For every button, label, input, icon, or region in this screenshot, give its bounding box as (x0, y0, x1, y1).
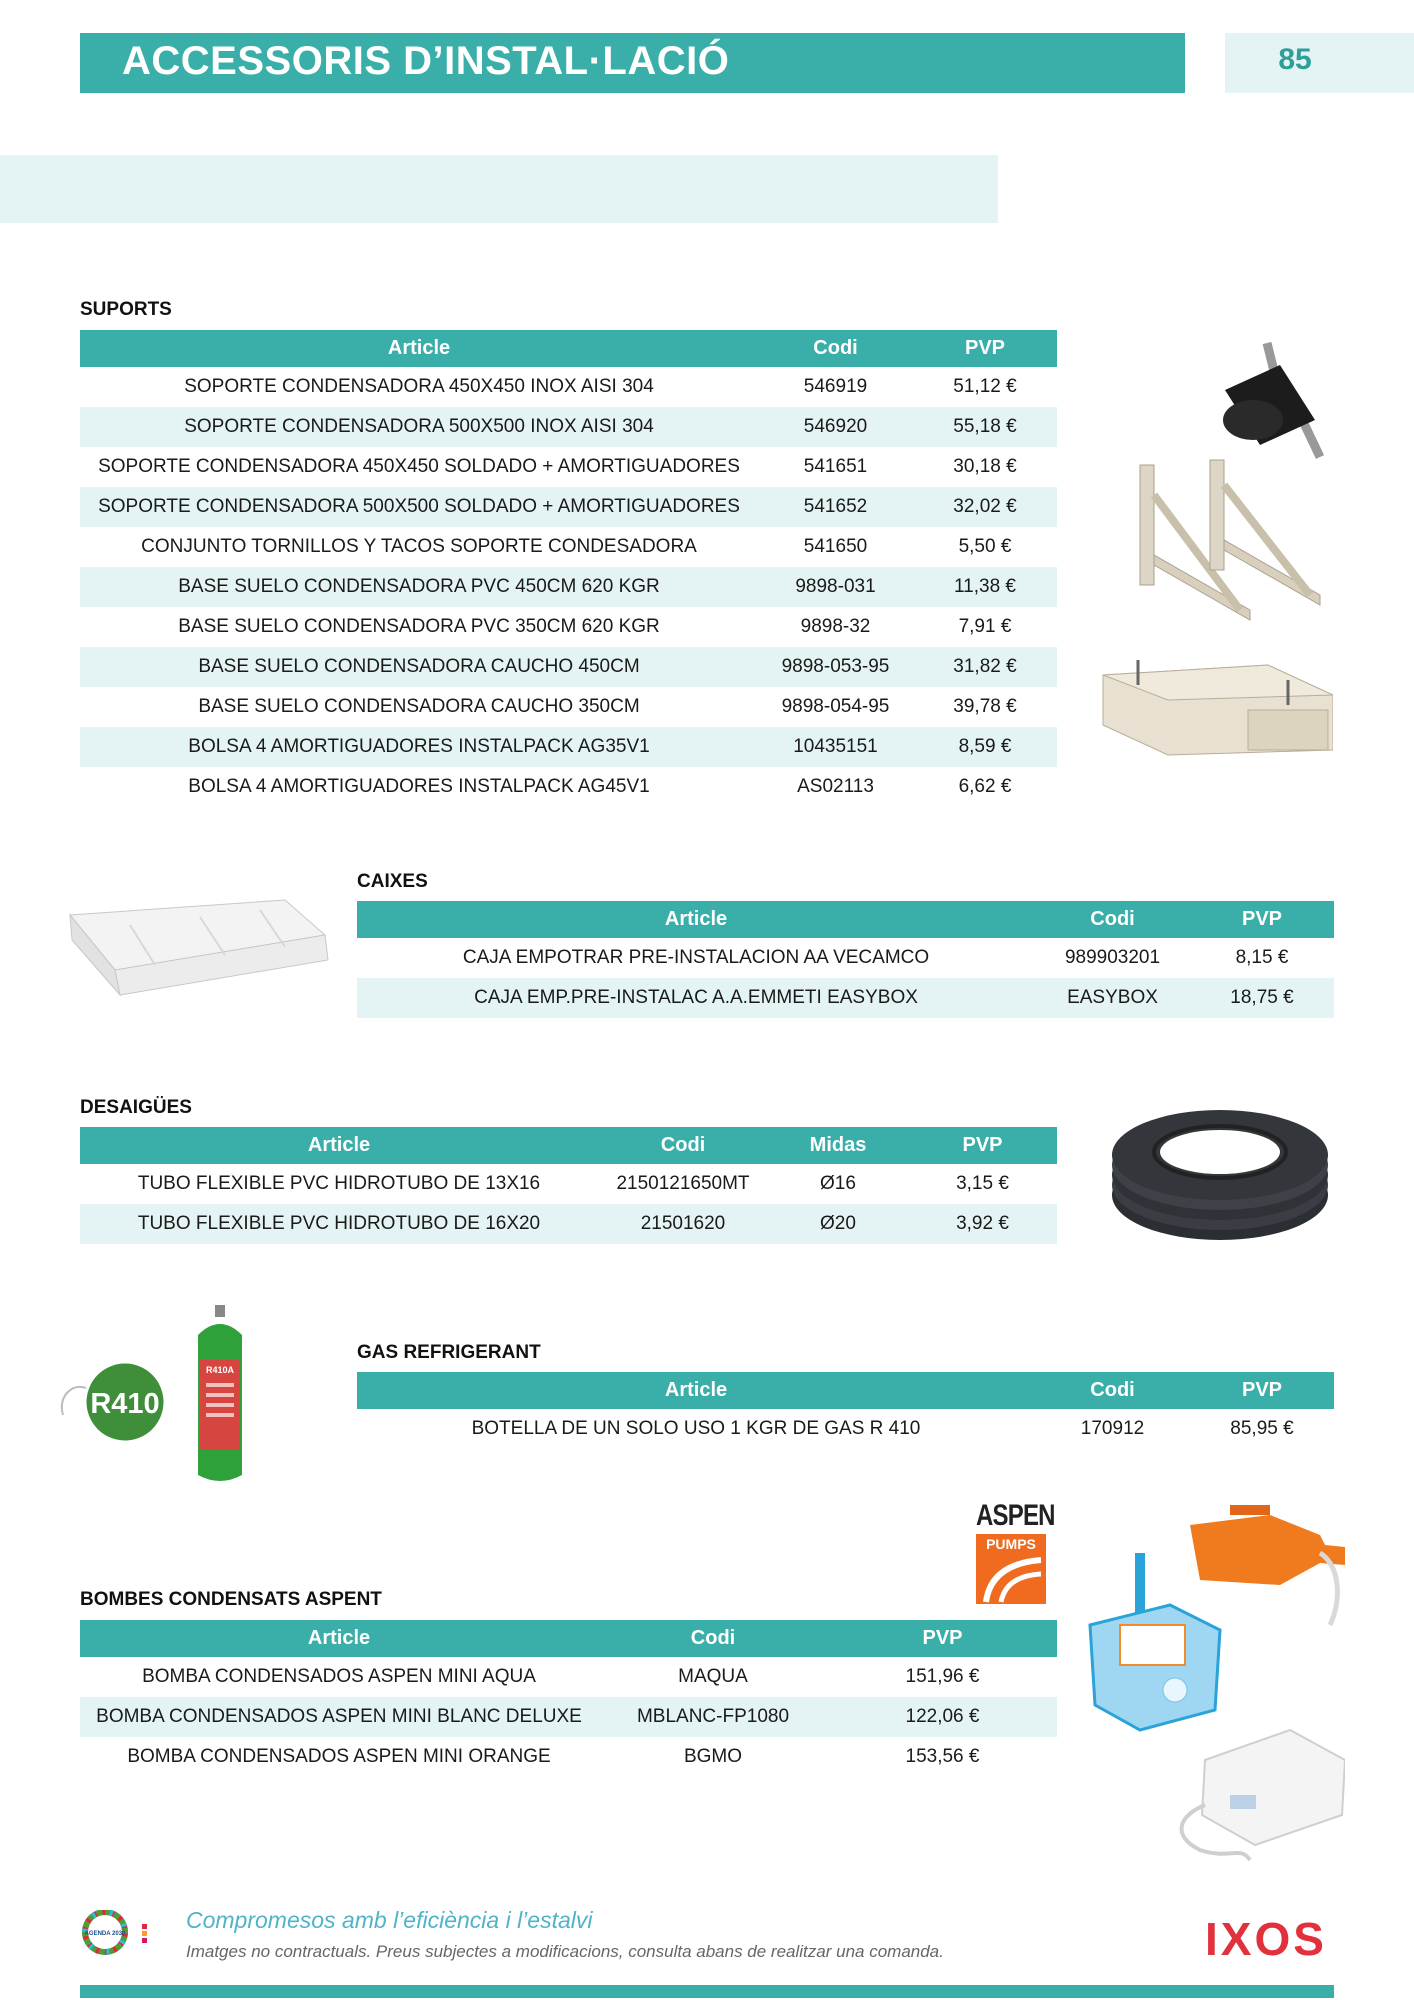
drain-hose-image (1105, 1100, 1335, 1245)
cell-code: 170912 (1080, 1418, 1145, 1439)
cell-price: 7,91 € (958, 616, 1012, 637)
cell-code: 541650 (803, 536, 868, 557)
aspen-pumps-logo (976, 1500, 1061, 1612)
table-row (80, 687, 1057, 727)
table-row (80, 1204, 1057, 1244)
cell-price: 31,82 € (913, 647, 1057, 687)
ixos-logo: IXOS (1205, 1913, 1327, 1965)
cell-article: BOMBA CONDENSADOS ASPEN MINI ORANGE (127, 1746, 551, 1767)
table-row (80, 527, 1057, 567)
col-header: Codi (598, 1127, 768, 1164)
cell-article: TUBO FLEXIBLE PVC HIDROTUBO DE 16X20 (80, 1204, 598, 1244)
gas-bottle-label: R410A (205, 1365, 235, 1375)
footer-slogan: Compromesos amb l’eficiència i l’estalvi (186, 1907, 593, 1933)
table-row (80, 447, 1057, 487)
cell-article: BOMBA CONDENSADOS ASPEN MINI AQUA (142, 1666, 536, 1687)
cell-price: 55,18 € (913, 407, 1057, 447)
table-row (80, 607, 1057, 647)
cell-article: BASE SUELO CONDENSADORA PVC 350CM 620 KGR (178, 616, 660, 637)
col-header: Codi (1035, 901, 1190, 938)
cell-code: 21501620 (598, 1204, 768, 1244)
cell-code: 541652 (758, 487, 913, 527)
table-row (80, 647, 1057, 687)
cell-price: 18,75 € (1190, 978, 1334, 1018)
aspen-brand-bottom: PUMPS (976, 1534, 1046, 1554)
cell-price: 3,15 € (956, 1173, 1009, 1194)
cell-size: Ø20 (768, 1204, 908, 1244)
cell-price: 8,15 € (1235, 947, 1289, 968)
table-row (80, 487, 1057, 527)
cell-code: AS02113 (797, 776, 874, 797)
cell-price: 30,18 € (953, 456, 1017, 477)
table-desaigues (80, 1127, 1057, 1244)
cell-price: 151,96 € (905, 1666, 980, 1687)
footer-note: Imatges no contractuals. Preus subjectes a modificacions, consulta abans de realitzar una comanda. (186, 1942, 944, 1961)
cell-article: SOPORTE CONDENSADORA 500X500 SOLDADO + AMORTIGUADORES (80, 487, 758, 527)
aspen-brand-top: ASPEN (976, 1499, 1055, 1532)
col-header: PVP (1190, 901, 1334, 938)
col-header: Article (357, 1372, 1035, 1409)
section-title-gas: GAS REFRIGERANT (357, 1342, 541, 1363)
col-header: Codi (1035, 1372, 1190, 1409)
table-row (80, 1657, 1057, 1697)
page-title-bar (80, 33, 1185, 93)
table-gas (357, 1372, 1334, 1449)
table-caixes (357, 901, 1334, 1018)
table-row (80, 1737, 1057, 1777)
cell-article: BASE SUELO CONDENSADORA PVC 450CM 620 KGR (80, 567, 758, 607)
wall-bracket-image (1130, 455, 1330, 630)
table-row (357, 978, 1334, 1018)
cell-article: BOTELLA DE UN SOLO USO 1 KGR DE GAS R 410 (471, 1418, 921, 1439)
damper-foot-image (1205, 335, 1335, 465)
cell-article: TUBO FLEXIBLE PVC HIDROTUBO DE 13X16 (137, 1173, 541, 1194)
preinstall-box-image (60, 895, 330, 1000)
page-number: 85 (1278, 43, 1312, 76)
table-row (80, 727, 1057, 767)
r410-badge (55, 1360, 170, 1460)
cell-code: 546920 (758, 407, 913, 447)
decorative-band (0, 155, 998, 223)
section-title-suports: SUPORTS (80, 299, 172, 320)
cell-price: 153,56 € (905, 1746, 980, 1767)
cell-code: 9898-054-95 (781, 696, 890, 717)
bottom-rule (80, 1985, 1334, 1998)
agenda-2030-icon (80, 1910, 160, 1960)
floor-base-image (1098, 655, 1333, 760)
col-header: Article (80, 1620, 598, 1657)
col-header: PVP (908, 1127, 1057, 1164)
cell-code: BGMO (683, 1746, 743, 1767)
cell-code: 9898-031 (758, 567, 913, 607)
col-header: Article (80, 1127, 598, 1164)
cell-price: 39,78 € (953, 696, 1017, 717)
section-title-bombes: BOMBES CONDENSATS ASPENT (80, 1589, 382, 1610)
cell-code: MBLANC-FP1080 (598, 1697, 828, 1737)
condensate-pumps-image (1080, 1505, 1345, 1865)
table-row (80, 407, 1057, 447)
aspen-swirl-icon (976, 1554, 1046, 1604)
cell-article: BOLSA 4 AMORTIGUADORES INSTALPACK AG35V1 (80, 727, 758, 767)
cell-code: 546919 (803, 376, 868, 397)
cell-price: 122,06 € (828, 1697, 1057, 1737)
cell-article: BASE SUELO CONDENSADORA CAUCHO 350CM (198, 696, 640, 717)
cell-article: SOPORTE CONDENSADORA 450X450 SOLDADO + AMORTIGUADORES (98, 456, 740, 477)
table-suports (80, 330, 1057, 807)
col-header: Midas (768, 1127, 908, 1164)
cell-article: CONJUNTO TORNILLOS Y TACOS SOPORTE CONDESADORA (141, 536, 697, 557)
table-row (80, 767, 1057, 807)
section-title-caixes: CAIXES (357, 871, 428, 892)
cell-price: 6,62 € (958, 776, 1012, 797)
cell-article: SOPORTE CONDENSADORA 450X450 INOX AISI 304 (184, 376, 654, 397)
col-header: PVP (828, 1620, 1057, 1657)
cell-article: CAJA EMP.PRE-INSTALAC A.A.EMMETI EASYBOX (357, 978, 1035, 1018)
r410-badge-label: R410 (90, 1388, 160, 1420)
gas-bottle-image (190, 1305, 250, 1488)
cell-price: 5,50 € (958, 536, 1012, 557)
agenda-2030-label: AGENDA 2030 (84, 1931, 126, 1937)
col-header: Article (357, 901, 1035, 938)
col-header: PVP (1190, 1372, 1334, 1409)
section-title-desaigues: DESAIGÜES (80, 1097, 192, 1118)
table-row (80, 367, 1057, 407)
table-row (357, 938, 1334, 978)
cell-code: 541651 (803, 456, 868, 477)
cell-price: 51,12 € (953, 376, 1017, 397)
cell-article: BOMBA CONDENSADOS ASPEN MINI BLANC DELUXE (80, 1697, 598, 1737)
cell-code: 989903201 (1064, 947, 1161, 968)
col-header: Article (80, 330, 758, 367)
cell-article: BASE SUELO CONDENSADORA CAUCHO 450CM (80, 647, 758, 687)
col-header: Codi (598, 1620, 828, 1657)
table-row (357, 1409, 1334, 1449)
cell-size: Ø16 (820, 1173, 856, 1194)
cell-price: 11,38 € (913, 567, 1057, 607)
cell-code: 9898-053-95 (758, 647, 913, 687)
col-header: Codi (758, 330, 913, 367)
table-row (80, 1697, 1057, 1737)
cell-code: 10435151 (758, 727, 913, 767)
cell-price: 3,92 € (908, 1204, 1057, 1244)
table-row (80, 567, 1057, 607)
cell-price: 32,02 € (913, 487, 1057, 527)
cell-code: 9898-32 (800, 616, 871, 637)
cell-article: BOLSA 4 AMORTIGUADORES INSTALPACK AG45V1 (188, 776, 650, 797)
col-header: PVP (913, 330, 1057, 367)
cell-price: 8,59 € (913, 727, 1057, 767)
cell-code: EASYBOX (1035, 978, 1190, 1018)
table-row (80, 1164, 1057, 1204)
cell-code: MAQUA (678, 1666, 748, 1687)
cell-price: 85,95 € (1230, 1418, 1294, 1439)
page-number-box (1225, 33, 1414, 93)
cell-article: SOPORTE CONDENSADORA 500X500 INOX AISI 304 (80, 407, 758, 447)
cell-code: 2150121650MT (616, 1173, 750, 1194)
page-title: ACCESSORIS D’INSTAL·LACIÓ (122, 39, 730, 83)
table-bombes (80, 1620, 1057, 1777)
cell-article: CAJA EMPOTRAR PRE-INSTALACION AA VECAMCO (462, 947, 930, 968)
